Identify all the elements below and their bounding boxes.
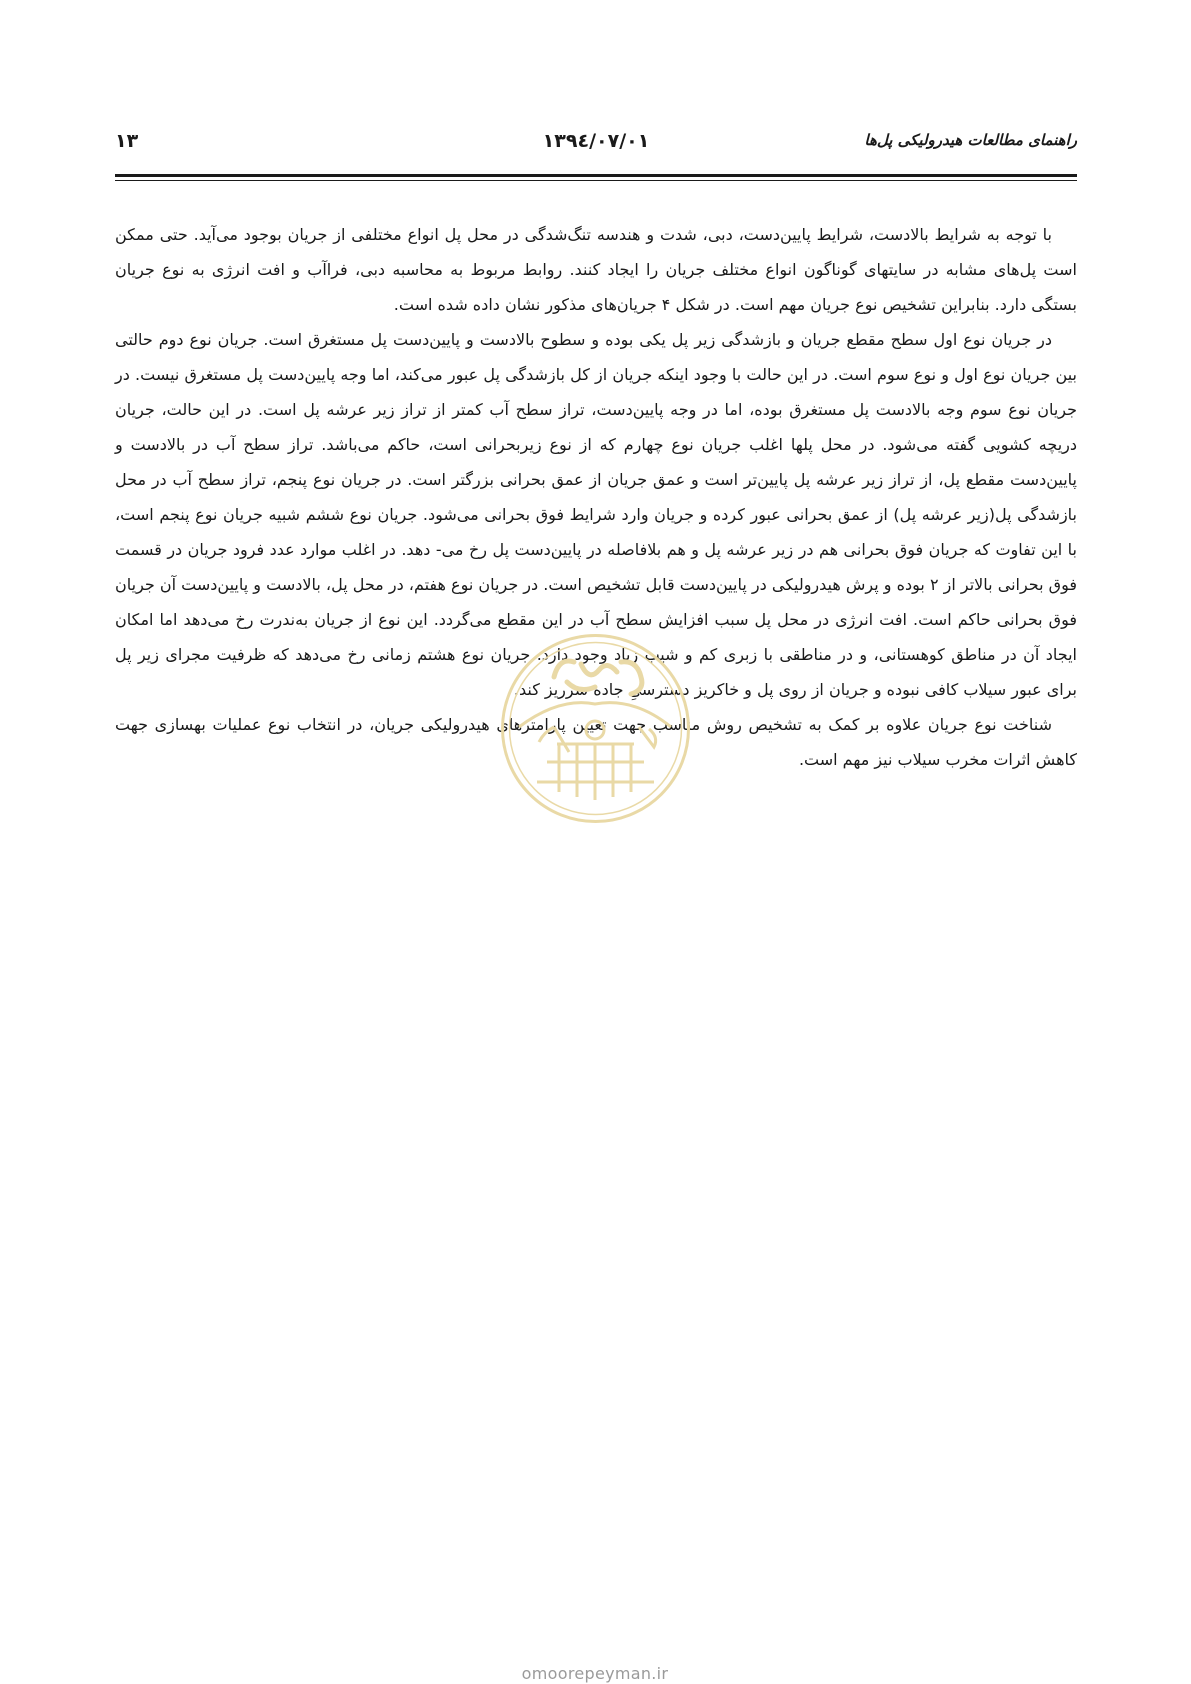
paragraph-flow-types-importance: شناخت نوع جریان علاوه بر کمک به تشخیص روش مناسب جهت تعیین پارامترهای هیدرولیکی جریان، در انتخاب نوع عملیات بهسازی جهت کاهش اثرات مخرب سیلاب نیز مهم است.	[115, 715, 1077, 769]
header-divider	[115, 174, 1077, 181]
watermark-url: omoorepeyman.ir	[521, 1664, 669, 1683]
page-header	[115, 128, 1077, 164]
paragraph-flow-types-intro: با توجه به شرایط بالادست، شرایط پایین‌دست، دبی، شدت و هندسه تنگ‌شدگی در محل پل انواع مختلفی از جریان بوجود می‌آید. حتی ممکن است پل‌های مشابه در سایتهای گوناگون انواع مختلف جریان را ایجاد کنند. روابط مربوط به محاسبه دبی، فراآب و افت انرژی به نوع جریان بستگی دارد. بنابراین تشخیص نوع جریان مهم است. در شکل ۴ جریان‌های مذکور نشان داده شده است.	[115, 225, 1077, 314]
watermark-logo	[499, 632, 692, 825]
watermark-seal-icon	[499, 632, 692, 825]
paragraph-flow-types-description: در جریان نوع اول سطح مقطع جریان و بازشدگی زیر پل یکی بوده و سطوح بالادست و پایین‌دست پل مستغرق است. جریان نوع دوم حالتی بین جریان نوع اول و نوع سوم است. در این حالت با وجود اینکه جریان از کل بازشدگی پل عبور می‌کند، اما وجه پایین‌دست پل مستغرق نیست. در جریان نوع سوم وجه بالادست پل مستغرق بوده، اما در وجه پایین‌دست، تراز سطح آب کمتر از تراز زیر عرشه پل است. در این حالت، جریان دریچه کشویی گفته می‌شود. در محل پلها اغلب جریان نوع چهارم که از نوع زیربحرانی است، حاکم می‌باشد. تراز سطح آب در بالادست و پایین‌دست مقطع پل، از تراز زیر عرشه پل پایین‌تر است و عمق جریان از عمق بحرانی بزرگتر است. در جریان نوع پنجم، تراز سطح آب در محل بازشدگی پل(زیر عرشه پل) از عمق بحرانی عبور کرده و جریان وارد شرایط فوق بحرانی می‌شود. جریان نوع ششم شبیه جریان نوع پنجم است، با این تفاوت که جریان فوق بحرانی هم در زیر عرشه پل و هم بلافاصله در پایین‌دست پل رخ می- دهد. در اغلب موارد عدد فرود جریان در قسمت فوق بحرانی بالاتر از ۲ بوده و پرش هیدرولیکی در پایین‌دست قابل تشخیص است. در جریان نوع هفتم، در محل پل، بالادست و پایین‌دست آن جریان فوق بحرانی حاکم است. افت انرژی در محل پل سبب افزایش سطح آب در این مقطع می‌گردد. این نوع از جریان به‌ندرت رخ می‌دهد اما امکان ایجاد آن در مناطق کوهستانی، و در مناطقی با زبری کم و شیب زیاد وجود دارد. جریان نوع هشتم زمانی رخ می‌دهد که ظرفیت مجرای زیر پل برای عبور سیلاب کافی نبوده و جریان از روی پل و خاکریز دسترسیِ جاده سرریز کند.	[115, 330, 1077, 699]
document-date: ۱۳۹٤/۰۷/۰۱	[542, 130, 650, 152]
page-number: ۱۳	[115, 130, 139, 152]
document-title: راهنمای مطالعات هیدرولیکی پل‌ها	[864, 131, 1077, 149]
